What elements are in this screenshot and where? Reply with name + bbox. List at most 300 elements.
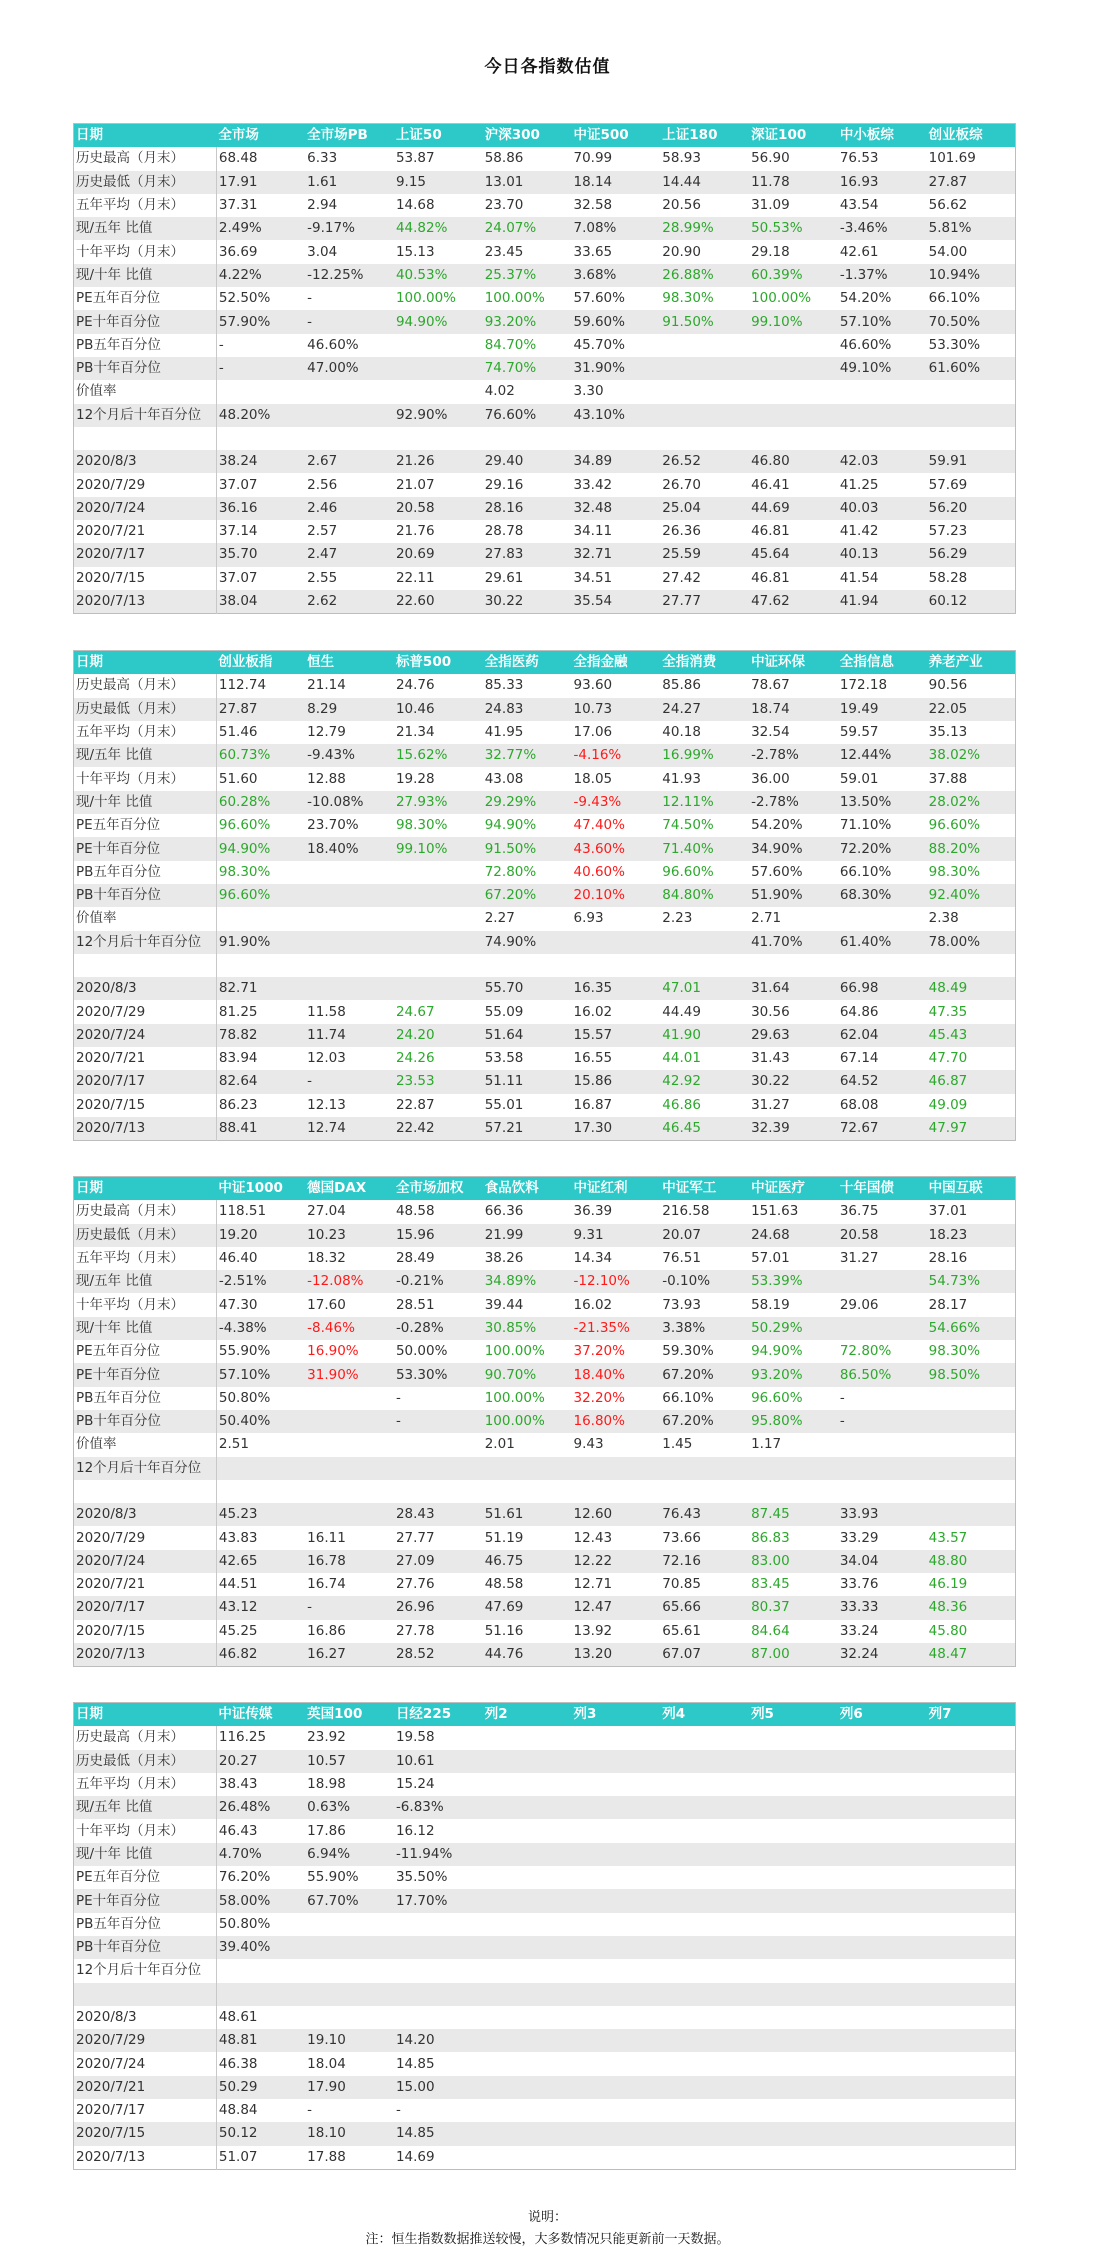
row-label: 历史最高（月末） — [74, 1726, 217, 1749]
table-cell: 22.11 — [394, 567, 483, 590]
table-body — [74, 1726, 1016, 2169]
table-cell — [749, 1726, 838, 1749]
table-cell: 37.88 — [927, 767, 1016, 790]
table-cell: 83.45 — [749, 1573, 838, 1596]
table-cell: 61.40% — [838, 931, 927, 954]
table-cell — [749, 1457, 838, 1480]
table-cell — [305, 1480, 394, 1503]
table-cell: 34.51 — [572, 567, 661, 590]
table-cell — [483, 1796, 572, 1819]
table-cell: 12.03 — [305, 1047, 394, 1070]
table-cell: 48.20% — [216, 404, 305, 427]
table-cell: 37.20% — [572, 1340, 661, 1363]
table-cell: 40.03 — [838, 497, 927, 520]
table-cell — [572, 1983, 661, 2006]
column-header: 中国互联 — [927, 1177, 1016, 1201]
table-cell — [660, 1726, 749, 1749]
table-cell — [394, 1983, 483, 2006]
table-cell — [394, 954, 483, 977]
column-header: 英国100 — [305, 1703, 394, 1727]
table-cell: 50.29% — [749, 1317, 838, 1340]
table-cell — [749, 2122, 838, 2145]
table-cell — [838, 2076, 927, 2099]
table-cell — [749, 1889, 838, 1912]
table-cell: 12.47 — [572, 1596, 661, 1619]
table-row — [74, 1726, 1016, 1749]
table-cell: 16.02 — [572, 1293, 661, 1316]
column-header: 列2 — [483, 1703, 572, 1727]
table-cell: 30.22 — [483, 590, 572, 614]
table-cell: 12.11% — [660, 791, 749, 814]
table-cell: -12.08% — [305, 1270, 394, 1293]
table-cell: 44.82% — [394, 217, 483, 240]
table-row — [74, 427, 1016, 450]
table-cell: 45.23 — [216, 1503, 305, 1526]
table-cell: 98.30% — [660, 287, 749, 310]
table-cell — [927, 1457, 1016, 1480]
table-cell — [660, 2052, 749, 2075]
table-cell — [660, 380, 749, 403]
table-cell: 34.89 — [572, 450, 661, 473]
table-cell: 12.79 — [305, 721, 394, 744]
row-label: 历史最高（月末） — [74, 1200, 217, 1223]
table-cell — [838, 1889, 927, 1912]
column-header: 列4 — [660, 1703, 749, 1727]
row-label: 价值率 — [74, 380, 217, 403]
table-cell: 80.37 — [749, 1596, 838, 1619]
table-row — [74, 567, 1016, 590]
table-cell: 16.02 — [572, 1000, 661, 1023]
column-header: 全指信息 — [838, 651, 927, 675]
table-cell: 4.70% — [216, 1843, 305, 1866]
table-cell: 46.86 — [660, 1094, 749, 1117]
table-cell — [660, 2099, 749, 2122]
table-row — [74, 861, 1016, 884]
table-cell: 48.80 — [927, 1550, 1016, 1573]
table-cell: 33.65 — [572, 240, 661, 263]
table-cell: 18.74 — [749, 698, 838, 721]
table-cell: 10.46 — [394, 698, 483, 721]
table-cell — [838, 2122, 927, 2145]
table-cell — [483, 1889, 572, 1912]
table-cell: 34.90% — [749, 837, 838, 860]
table-cell: 46.81 — [749, 520, 838, 543]
row-label: 12个月后十年百分位 — [74, 931, 217, 954]
table-cell: 27.09 — [394, 1550, 483, 1573]
table-cell: -4.16% — [572, 744, 661, 767]
table-row — [74, 1224, 1016, 1247]
table-cell: 47.62 — [749, 590, 838, 614]
table-cell: -12.25% — [305, 264, 394, 287]
column-header: 全指消费 — [660, 651, 749, 675]
table-cell: 47.30 — [216, 1293, 305, 1316]
table-cell: 100.00% — [483, 1387, 572, 1410]
table-cell — [394, 334, 483, 357]
table-cell: 62.04 — [838, 1024, 927, 1047]
table-cell: 37.31 — [216, 194, 305, 217]
table-row — [74, 1526, 1016, 1549]
table-cell — [660, 1750, 749, 1773]
table-cell: 2.67 — [305, 450, 394, 473]
table-cell: 9.31 — [572, 1224, 661, 1247]
table-cell: 9.15 — [394, 171, 483, 194]
table-cell: 44.49 — [660, 1000, 749, 1023]
table-cell: 66.10% — [838, 861, 927, 884]
table-cell: 11.74 — [305, 1024, 394, 1047]
table-row — [74, 1819, 1016, 1842]
table-cell: - — [838, 1387, 927, 1410]
table-cell: -3.46% — [838, 217, 927, 240]
table-cell: 31.90% — [572, 357, 661, 380]
row-label: PE五年百分位 — [74, 1340, 217, 1363]
table-cell: 74.70% — [483, 357, 572, 380]
column-header: 德国DAX — [305, 1177, 394, 1201]
table-cell: 57.69 — [927, 473, 1016, 496]
table-body — [74, 147, 1016, 613]
row-label: 2020/7/17 — [74, 2099, 217, 2122]
table-cell: -0.21% — [394, 1270, 483, 1293]
table-cell: 48.47 — [927, 1643, 1016, 1667]
table-cell: 76.53 — [838, 147, 927, 170]
column-header: 中证1000 — [216, 1177, 305, 1201]
table-cell: 49.10% — [838, 357, 927, 380]
row-label: PE十年百分位 — [74, 837, 217, 860]
table-cell: 31.09 — [749, 194, 838, 217]
table-cell: 47.70 — [927, 1047, 1016, 1070]
table-cell: 50.80% — [216, 1387, 305, 1410]
table-cell: 46.75 — [483, 1550, 572, 1573]
table-cell: 24.26 — [394, 1047, 483, 1070]
table-cell — [394, 1480, 483, 1503]
table-cell: 100.00% — [394, 287, 483, 310]
table-cell: 12.22 — [572, 1550, 661, 1573]
row-label: 历史最高（月末） — [74, 147, 217, 170]
table-cell — [927, 1913, 1016, 1936]
table-cell: 6.94% — [305, 1843, 394, 1866]
row-label: 2020/7/17 — [74, 1070, 217, 1093]
table-cell: 50.12 — [216, 2122, 305, 2145]
table-cell — [305, 404, 394, 427]
column-header: 全市场加权 — [394, 1177, 483, 1201]
table-cell: 48.36 — [927, 1596, 1016, 1619]
table-cell: 53.58 — [483, 1047, 572, 1070]
table-cell: 21.34 — [394, 721, 483, 744]
table-cell: 26.52 — [660, 450, 749, 473]
table-cell: 86.23 — [216, 1094, 305, 1117]
table-cell: 2.56 — [305, 473, 394, 496]
column-header: 中证医疗 — [749, 1177, 838, 1201]
table-cell: 14.68 — [394, 194, 483, 217]
column-header: 食品饮料 — [483, 1177, 572, 1201]
table-cell — [927, 1773, 1016, 1796]
table-cell — [749, 1983, 838, 2006]
table-cell: 22.42 — [394, 1117, 483, 1141]
table-cell — [305, 907, 394, 930]
table-row — [74, 1596, 1016, 1619]
table-cell — [838, 1843, 927, 1866]
table-cell — [749, 2006, 838, 2029]
table-row — [74, 1620, 1016, 1643]
table-row — [74, 1000, 1016, 1023]
table-cell: 91.50% — [483, 837, 572, 860]
table-cell: 10.57 — [305, 1750, 394, 1773]
row-label: 2020/7/15 — [74, 1094, 217, 1117]
table-row — [74, 1750, 1016, 1773]
table-row — [74, 1773, 1016, 1796]
table-cell: 54.20% — [838, 287, 927, 310]
table-cell — [927, 1503, 1016, 1526]
table-cell: 57.10% — [216, 1363, 305, 1386]
table-row — [74, 698, 1016, 721]
table-cell: 15.13 — [394, 240, 483, 263]
table-cell: 48.58 — [394, 1200, 483, 1223]
table-cell: 13.01 — [483, 171, 572, 194]
table-cell — [572, 1796, 661, 1819]
table-cell: 28.17 — [927, 1293, 1016, 1316]
column-header: 恒生 — [305, 651, 394, 675]
row-label: 2020/7/29 — [74, 1526, 217, 1549]
table-cell: 99.10% — [749, 310, 838, 333]
row-label — [74, 427, 217, 450]
table-cell — [838, 1317, 927, 1340]
table-cell: 54.00 — [927, 240, 1016, 263]
table-cell — [483, 2076, 572, 2099]
table-cell: 67.20% — [660, 1410, 749, 1433]
table-row — [74, 473, 1016, 496]
table-cell — [838, 1457, 927, 1480]
table-cell: 16.86 — [305, 1620, 394, 1643]
table-cell: - — [216, 357, 305, 380]
table-cell: 65.66 — [660, 1596, 749, 1619]
table-cell: 12.71 — [572, 1573, 661, 1596]
table-cell: 32.54 — [749, 721, 838, 744]
table-cell: 43.57 — [927, 1526, 1016, 1549]
row-label: 2020/7/21 — [74, 1573, 217, 1596]
table-cell — [927, 2076, 1016, 2099]
table-cell: 2.38 — [927, 907, 1016, 930]
row-label: 现/十年 比值 — [74, 1317, 217, 1340]
table-row — [74, 1293, 1016, 1316]
row-label: 现/十年 比值 — [74, 1843, 217, 1866]
table-cell: 98.30% — [394, 814, 483, 837]
table-cell — [305, 1983, 394, 2006]
table-cell: 26.96 — [394, 1596, 483, 1619]
table-cell: -4.38% — [216, 1317, 305, 1340]
table-cell: 21.14 — [305, 674, 394, 697]
table-cell: 56.90 — [749, 147, 838, 170]
table-cell: 29.61 — [483, 567, 572, 590]
table-cell: 15.00 — [394, 2076, 483, 2099]
table-cell: 4.02 — [483, 380, 572, 403]
table-cell — [927, 1843, 1016, 1866]
table-cell: 47.00% — [305, 357, 394, 380]
table-cell — [927, 1796, 1016, 1819]
table-cell — [483, 1726, 572, 1749]
table-cell: 27.77 — [660, 590, 749, 614]
table-row — [74, 1457, 1016, 1480]
table-cell: 32.20% — [572, 1387, 661, 1410]
table-cell: 76.20% — [216, 1866, 305, 1889]
table-cell — [572, 1843, 661, 1866]
table-cell — [483, 2146, 572, 2170]
table-cell: 42.92 — [660, 1070, 749, 1093]
table-cell: 87.00 — [749, 1643, 838, 1667]
table-cell: 82.71 — [216, 977, 305, 1000]
table-cell: 20.69 — [394, 543, 483, 566]
table-cell: 35.54 — [572, 590, 661, 614]
table-cell: 17.06 — [572, 721, 661, 744]
table-cell: 99.10% — [394, 837, 483, 860]
table-cell: 15.57 — [572, 1024, 661, 1047]
table-cell — [927, 1726, 1016, 1749]
column-header: 列7 — [927, 1703, 1016, 1727]
table-cell: 38.26 — [483, 1247, 572, 1270]
table-cell — [838, 2146, 927, 2170]
row-label: PE十年百分位 — [74, 1363, 217, 1386]
table-cell: -9.43% — [305, 744, 394, 767]
table-cell — [394, 427, 483, 450]
table-cell: 71.40% — [660, 837, 749, 860]
table-cell: 87.45 — [749, 1503, 838, 1526]
table-cell — [305, 427, 394, 450]
row-label: 2020/8/3 — [74, 2006, 217, 2029]
table-cell: - — [394, 1387, 483, 1410]
table-cell: 118.51 — [216, 1200, 305, 1223]
table-cell: 93.60 — [572, 674, 661, 697]
table-cell: 3.30 — [572, 380, 661, 403]
table-cell — [660, 1936, 749, 1959]
table-cell: 66.10% — [927, 287, 1016, 310]
table-cell: 44.01 — [660, 1047, 749, 1070]
table-cell: 17.30 — [572, 1117, 661, 1141]
table-cell: 94.90% — [216, 837, 305, 860]
table-row — [74, 264, 1016, 287]
table-cell: 2.94 — [305, 194, 394, 217]
table-cell: 73.66 — [660, 1526, 749, 1549]
table-cell — [572, 1457, 661, 1480]
table-cell: 53.30% — [394, 1363, 483, 1386]
table-cell: 54.73% — [927, 1270, 1016, 1293]
table-cell: 96.60% — [927, 814, 1016, 837]
table-cell: -0.10% — [660, 1270, 749, 1293]
table-cell: 67.20% — [483, 884, 572, 907]
table-cell: 60.12 — [927, 590, 1016, 614]
table-cell — [305, 1936, 394, 1959]
table-cell: 56.62 — [927, 194, 1016, 217]
table-row — [74, 1363, 1016, 1386]
column-header-date: 日期 — [74, 651, 217, 675]
table-cell: 18.23 — [927, 1224, 1016, 1247]
table-cell: 94.90% — [483, 814, 572, 837]
table-cell: 67.70% — [305, 1889, 394, 1912]
row-label: 十年平均（月末） — [74, 1819, 217, 1842]
table-row — [74, 1959, 1016, 1982]
table-cell: 12.44% — [838, 744, 927, 767]
table-cell: 85.33 — [483, 674, 572, 697]
table-cell: 33.29 — [838, 1526, 927, 1549]
column-header: 列5 — [749, 1703, 838, 1727]
table-cell: 52.50% — [216, 287, 305, 310]
table-cell: 53.87 — [394, 147, 483, 170]
table-cell: 19.20 — [216, 1224, 305, 1247]
table-row — [74, 931, 1016, 954]
table-cell — [749, 1750, 838, 1773]
table-cell — [394, 1959, 483, 1982]
table-cell — [927, 2099, 1016, 2122]
column-header: 中证环保 — [749, 651, 838, 675]
table-cell: 57.23 — [927, 520, 1016, 543]
table-cell: 28.16 — [483, 497, 572, 520]
table-cell: 16.80% — [572, 1410, 661, 1433]
table-row — [74, 1387, 1016, 1410]
table-cell: 25.59 — [660, 543, 749, 566]
table-cell — [305, 1913, 394, 1936]
table-cell: 3.38% — [660, 1317, 749, 1340]
column-header-date: 日期 — [74, 124, 217, 148]
header-row — [74, 1703, 1016, 1727]
table-cell: 48.61 — [216, 2006, 305, 2029]
table-cell: 66.98 — [838, 977, 927, 1000]
table-cell: 45.80 — [927, 1620, 1016, 1643]
table-cell — [749, 1936, 838, 1959]
table-cell — [572, 2076, 661, 2099]
table-row — [74, 1503, 1016, 1526]
table-cell: 70.99 — [572, 147, 661, 170]
row-label: 历史最低（月末） — [74, 171, 217, 194]
table-cell — [216, 1959, 305, 1982]
table-cell: 32.58 — [572, 194, 661, 217]
table-row — [74, 147, 1016, 170]
table-row — [74, 217, 1016, 240]
table-cell: 43.08 — [483, 767, 572, 790]
table-cell: 14.85 — [394, 2122, 483, 2145]
table-cell: 100.00% — [483, 287, 572, 310]
table-cell — [305, 931, 394, 954]
row-label: 十年平均（月末） — [74, 1293, 217, 1316]
table-cell: 47.01 — [660, 977, 749, 1000]
column-header: 列3 — [572, 1703, 661, 1727]
table-cell: 35.50% — [394, 1866, 483, 1889]
table-cell: 24.27 — [660, 698, 749, 721]
table-cell — [483, 1773, 572, 1796]
table-cell: 23.53 — [394, 1070, 483, 1093]
table-cell — [749, 427, 838, 450]
table-cell: 29.06 — [838, 1293, 927, 1316]
table-row — [74, 287, 1016, 310]
table-cell: 20.58 — [394, 497, 483, 520]
table-cell: 90.56 — [927, 674, 1016, 697]
table-cell: 216.58 — [660, 1200, 749, 1223]
table-cell: 30.22 — [749, 1070, 838, 1093]
table-cell: 70.85 — [660, 1573, 749, 1596]
table-cell — [927, 1983, 1016, 2006]
table-cell: 26.36 — [660, 520, 749, 543]
table-cell — [749, 954, 838, 977]
table-cell: -9.17% — [305, 217, 394, 240]
table-cell: 13.20 — [572, 1643, 661, 1667]
table-cell: 57.60% — [572, 287, 661, 310]
table-cell: 41.25 — [838, 473, 927, 496]
table-cell: 57.21 — [483, 1117, 572, 1141]
table-cell — [483, 1819, 572, 1842]
table-cell: 14.69 — [394, 2146, 483, 2170]
table-cell — [394, 977, 483, 1000]
table-cell: 76.51 — [660, 1247, 749, 1270]
row-label: 2020/7/15 — [74, 2122, 217, 2145]
table-cell: 37.14 — [216, 520, 305, 543]
table-cell: 12.88 — [305, 767, 394, 790]
table-cell — [483, 1750, 572, 1773]
